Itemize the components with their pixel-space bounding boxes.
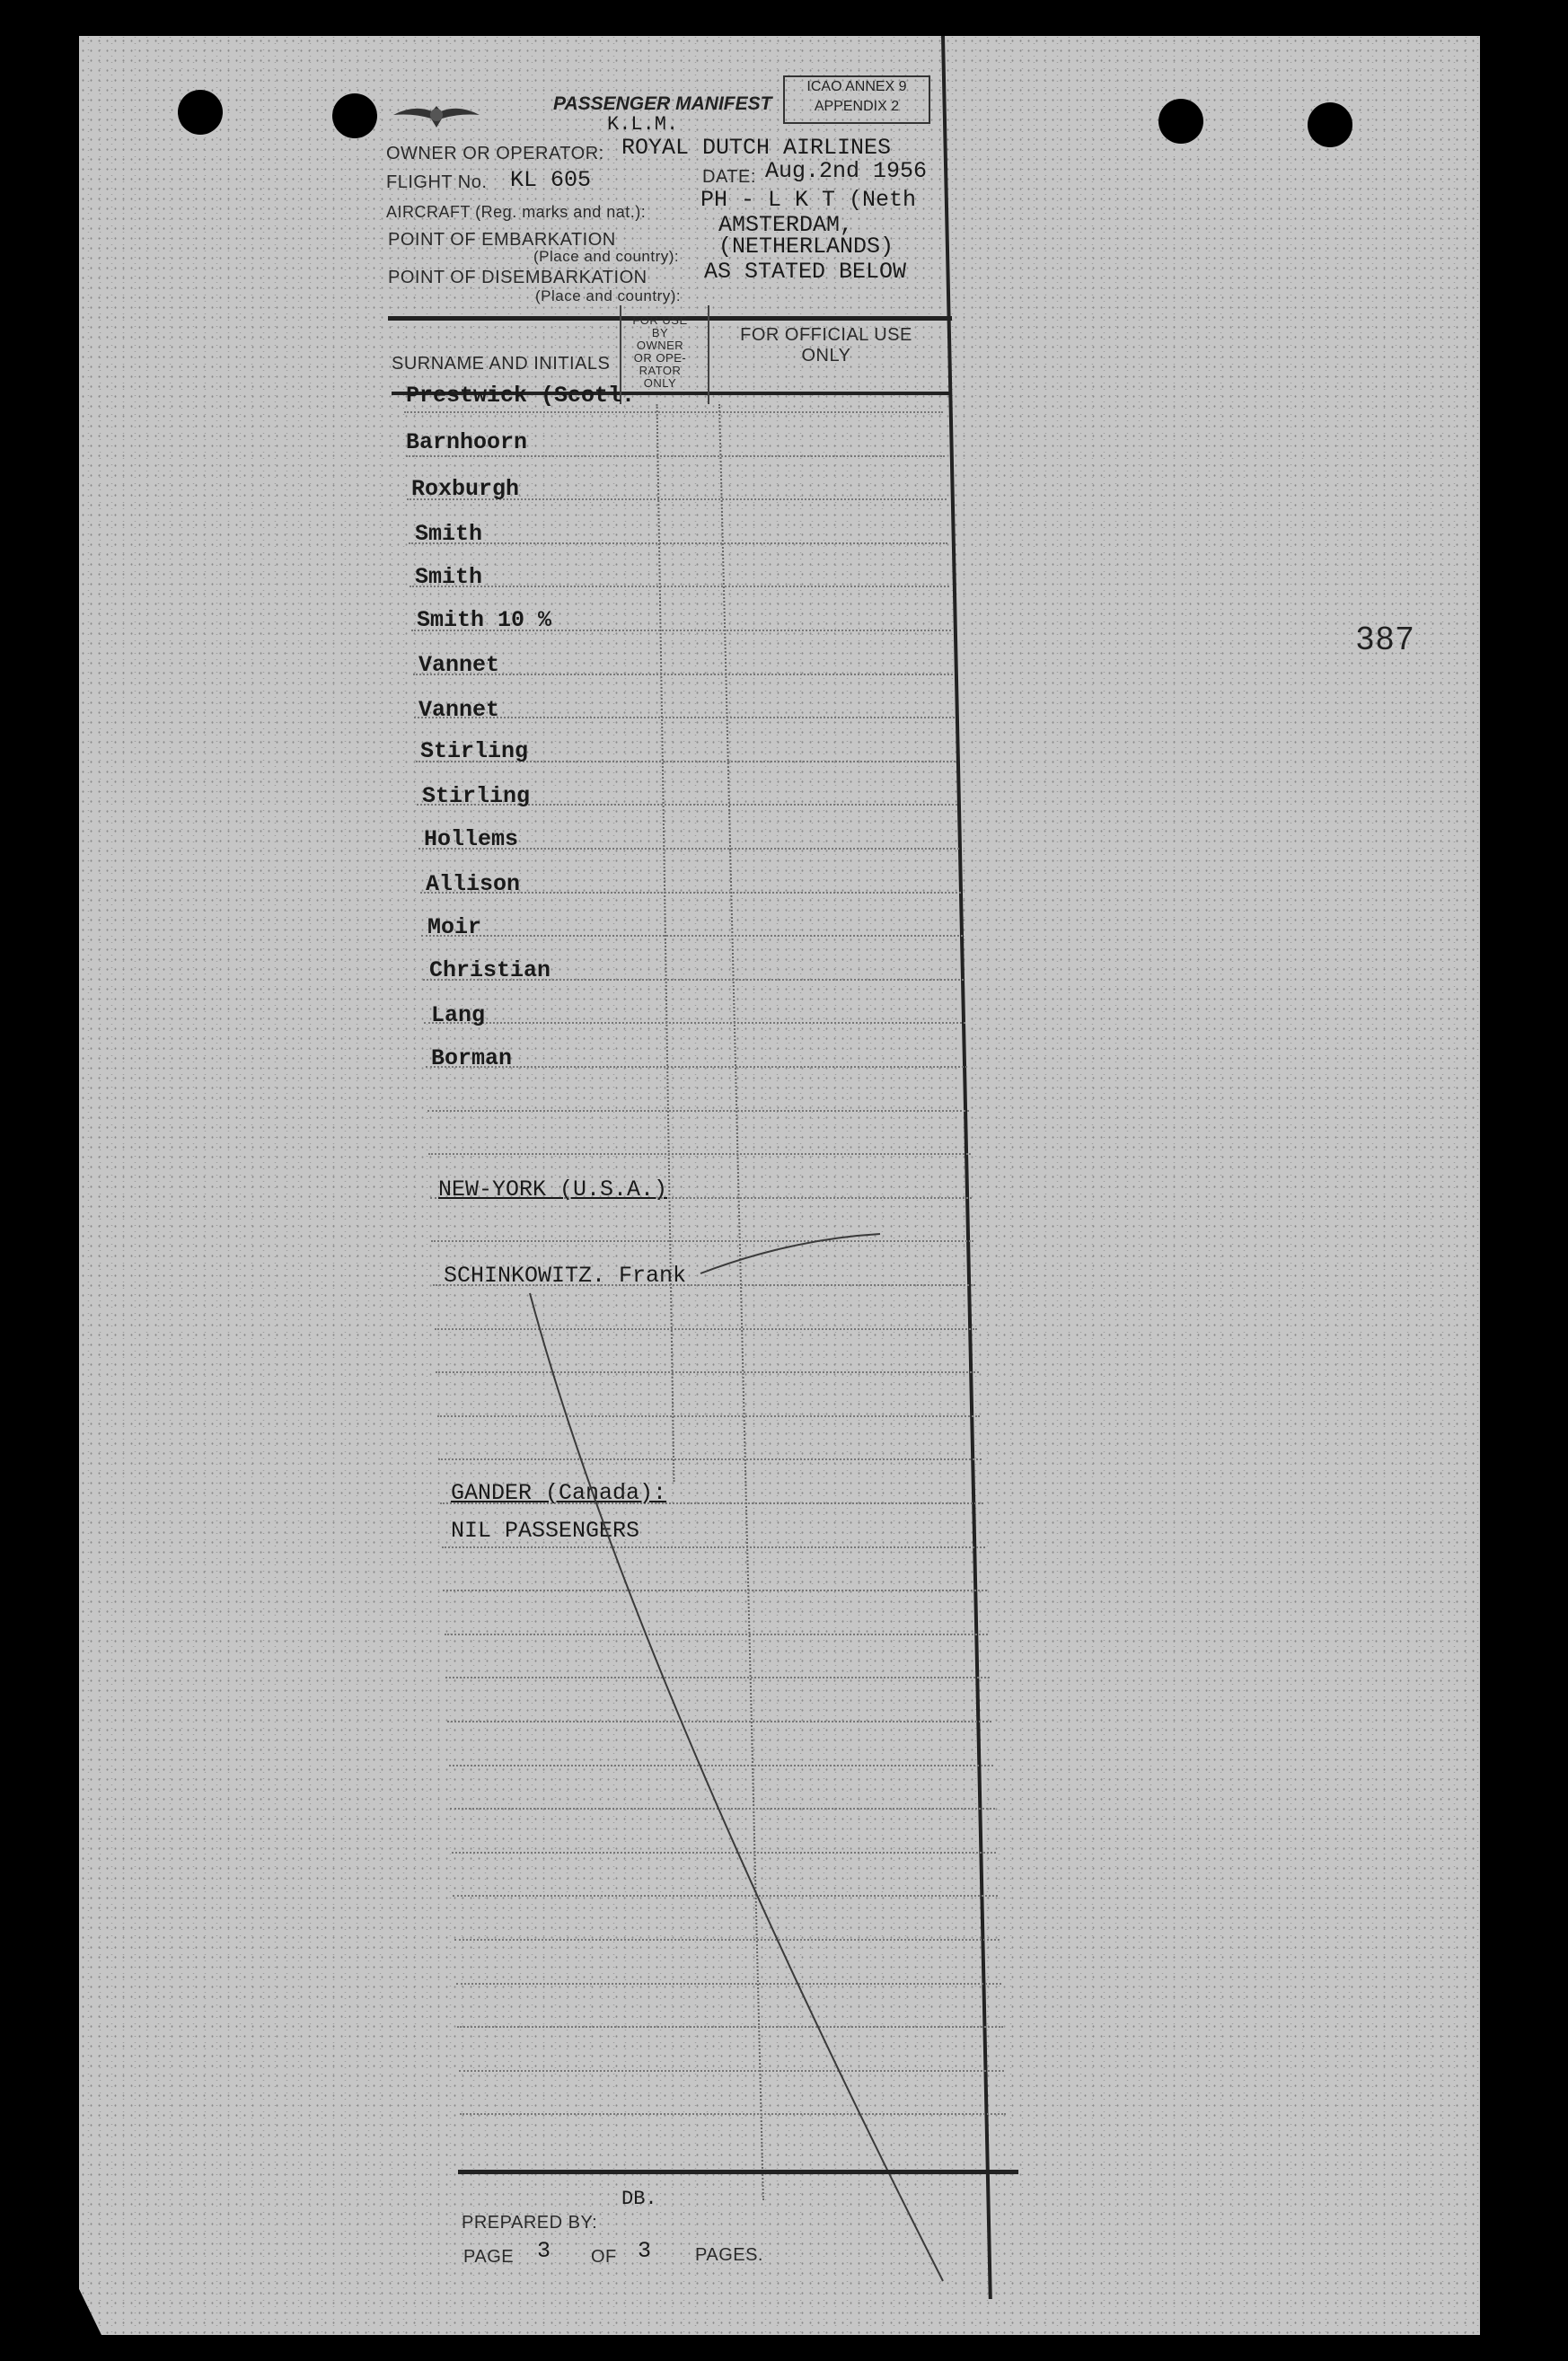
prepared-by-value: DB.: [621, 2188, 657, 2210]
owner-use-line-6: ONLY: [643, 376, 677, 390]
of-value: 3: [638, 2238, 652, 2264]
pages-label: PAGES.: [695, 2245, 763, 2265]
passenger-name: Stirling: [422, 783, 531, 809]
owner-use-line-5: RATOR: [639, 364, 682, 377]
passenger-name: Moir: [427, 914, 482, 940]
passenger-name: Vannet: [418, 697, 500, 723]
disembarkation-label: POINT OF DISEMBARKATION: [388, 268, 647, 287]
passenger-name: Hollems: [424, 826, 519, 852]
new-york-passenger: SCHINKOWITZ. Frank: [444, 1263, 687, 1289]
date-label: DATE:: [702, 167, 756, 187]
passenger-name: Smith: [415, 521, 483, 547]
margin-page-number: 387: [1356, 620, 1416, 656]
aircraft-value: PH - L K T (Neth: [700, 187, 917, 213]
passenger-name: Stirling: [420, 738, 529, 764]
owner-use-line-4: OR OPE-: [633, 351, 687, 365]
disembarkation-value: AS STATED BELOW: [704, 259, 907, 285]
flight-label: FLIGHT No.: [386, 172, 488, 192]
flight-value: KL 605: [510, 167, 592, 193]
passenger-name: Borman: [431, 1045, 513, 1071]
annex-line-1: ICAO ANNEX 9: [806, 79, 907, 94]
passenger-name: Smith 10 %: [417, 607, 552, 633]
footer-rule: [458, 2170, 1018, 2174]
section-new-york: NEW-YORK (U.S.A.): [438, 1176, 668, 1203]
gander-note: NIL PASSENGERS: [451, 1518, 640, 1544]
airline-code: K.L.M.: [607, 113, 679, 136]
owner-label: OWNER OR OPERATOR:: [386, 144, 604, 163]
passenger-name: Roxburgh: [411, 476, 520, 502]
passenger-name: Christian: [429, 957, 551, 983]
page-label: PAGE: [463, 2247, 515, 2267]
column-surname: SURNAME AND INITIALS: [392, 354, 611, 374]
manifest-title: PASSENGER MANIFEST: [553, 93, 772, 114]
owner-use-line-3: OWNER: [636, 339, 684, 352]
passenger-name: Barnhoorn: [406, 429, 528, 455]
annex-line-2: APPENDIX 2: [814, 99, 900, 114]
passenger-name: Allison: [426, 871, 521, 897]
passenger-name: Vannet: [418, 652, 500, 678]
section-gander: GANDER (Canada):: [451, 1480, 667, 1506]
owner-value: ROYAL DUTCH AIRLINES: [621, 135, 892, 161]
disembarkation-sub: (Place and country):: [535, 287, 682, 304]
date-value: Aug.2nd 1956: [765, 158, 928, 184]
owner-use-line-2: BY: [651, 326, 669, 339]
embarkation-value-1: AMSTERDAM,: [718, 212, 854, 238]
section-prestwick: Prestwick (Scotl.: [406, 383, 636, 409]
owner-use-line-1: FOR USE: [632, 313, 688, 327]
passenger-name: Smith: [415, 564, 483, 590]
page-value: 3: [537, 2238, 551, 2264]
official-use-line-2: ONLY: [801, 346, 851, 366]
embarkation-label: POINT OF EMBARKATION: [388, 230, 616, 250]
official-use-line-1: FOR OFFICIAL USE: [740, 325, 912, 345]
embarkation-value-2: (NETHERLANDS): [718, 233, 894, 260]
passenger-name: Lang: [431, 1002, 486, 1028]
of-label: OF: [591, 2247, 617, 2267]
embarkation-sub: (Place and country):: [533, 248, 680, 265]
prepared-by-label: PREPARED BY:: [462, 2213, 598, 2233]
aircraft-label: AIRCRAFT (Reg. marks and nat.):: [386, 203, 647, 221]
